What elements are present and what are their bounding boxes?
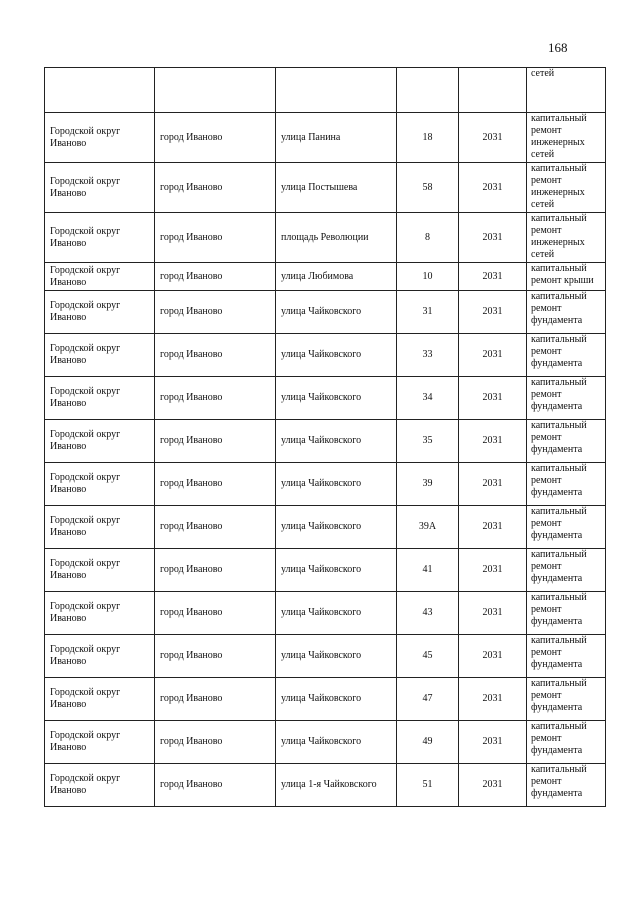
house-number-cell: 45 xyxy=(397,635,459,678)
table-row xyxy=(45,420,606,463)
street-cell: улица Любимова xyxy=(276,263,397,291)
city-cell: город Иваново xyxy=(155,764,276,807)
district-cell xyxy=(45,68,155,113)
work-type-cell: капитальный ремонт фундамента xyxy=(527,420,606,463)
table-row xyxy=(45,549,606,592)
year-cell: 2031 xyxy=(459,635,527,678)
district-cell: Городской округ Иваново xyxy=(45,678,155,721)
city-cell: город Иваново xyxy=(155,678,276,721)
table-row xyxy=(45,334,606,377)
street-cell xyxy=(276,68,397,113)
street-cell: улица 1-я Чайковского xyxy=(276,764,397,807)
year-cell: 2031 xyxy=(459,163,527,213)
street-cell: улица Чайковского xyxy=(276,377,397,420)
house-number-cell: 51 xyxy=(397,764,459,807)
street-cell: улица Чайковского xyxy=(276,334,397,377)
table-row xyxy=(45,463,606,506)
work-type-cell: капитальный ремонт инженерных сетей xyxy=(527,213,606,263)
street-cell: площадь Революции xyxy=(276,213,397,263)
year-cell xyxy=(459,68,527,113)
city-cell: город Иваново xyxy=(155,635,276,678)
work-type-cell: капитальный ремонт крыши xyxy=(527,263,606,291)
house-number-cell: 33 xyxy=(397,334,459,377)
year-cell: 2031 xyxy=(459,420,527,463)
house-number-cell: 18 xyxy=(397,113,459,163)
table-row xyxy=(45,678,606,721)
work-type-cell: сетей xyxy=(527,68,606,113)
table-row xyxy=(45,68,606,113)
house-number-cell: 34 xyxy=(397,377,459,420)
work-type-cell: капитальный ремонт фундамента xyxy=(527,463,606,506)
city-cell: город Иваново xyxy=(155,113,276,163)
work-type-cell: капитальный ремонт фундамента xyxy=(527,291,606,334)
year-cell: 2031 xyxy=(459,291,527,334)
street-cell: улица Чайковского xyxy=(276,291,397,334)
city-cell: город Иваново xyxy=(155,377,276,420)
street-cell: улица Чайковского xyxy=(276,635,397,678)
table-row xyxy=(45,506,606,549)
district-cell: Городской округ Иваново xyxy=(45,263,155,291)
table-row xyxy=(45,764,606,807)
work-type-cell: капитальный ремонт фундамента xyxy=(527,549,606,592)
street-cell: улица Чайковского xyxy=(276,463,397,506)
house-number-cell: 39А xyxy=(397,506,459,549)
district-cell: Городской округ Иваново xyxy=(45,764,155,807)
district-cell: Городской округ Иваново xyxy=(45,163,155,213)
street-cell: улица Постышева xyxy=(276,163,397,213)
repair-schedule-table xyxy=(44,67,606,807)
street-cell: улица Чайковского xyxy=(276,549,397,592)
work-type-cell: капитальный ремонт фундамента xyxy=(527,506,606,549)
city-cell: город Иваново xyxy=(155,463,276,506)
city-cell: город Иваново xyxy=(155,549,276,592)
street-cell: улица Чайковского xyxy=(276,420,397,463)
year-cell: 2031 xyxy=(459,263,527,291)
district-cell: Городской округ Иваново xyxy=(45,291,155,334)
work-type-cell: капитальный ремонт фундамента xyxy=(527,678,606,721)
district-cell: Городской округ Иваново xyxy=(45,113,155,163)
district-cell: Городской округ Иваново xyxy=(45,420,155,463)
table-row xyxy=(45,377,606,420)
table-row xyxy=(45,291,606,334)
city-cell: город Иваново xyxy=(155,721,276,764)
district-cell: Городской округ Иваново xyxy=(45,506,155,549)
house-number-cell: 47 xyxy=(397,678,459,721)
year-cell: 2031 xyxy=(459,113,527,163)
house-number-cell: 58 xyxy=(397,163,459,213)
district-cell: Городской округ Иваново xyxy=(45,721,155,764)
year-cell: 2031 xyxy=(459,463,527,506)
district-cell: Городской округ Иваново xyxy=(45,463,155,506)
street-cell: улица Чайковского xyxy=(276,506,397,549)
work-type-cell: капитальный ремонт инженерных сетей xyxy=(527,163,606,213)
year-cell: 2031 xyxy=(459,721,527,764)
district-cell: Городской округ Иваново xyxy=(45,592,155,635)
street-cell: улица Чайковского xyxy=(276,721,397,764)
district-cell: Городской округ Иваново xyxy=(45,334,155,377)
district-cell: Городской округ Иваново xyxy=(45,377,155,420)
city-cell: город Иваново xyxy=(155,334,276,377)
year-cell: 2031 xyxy=(459,764,527,807)
street-cell: улица Чайковского xyxy=(276,678,397,721)
house-number-cell: 31 xyxy=(397,291,459,334)
city-cell: город Иваново xyxy=(155,263,276,291)
house-number-cell xyxy=(397,68,459,113)
house-number-cell: 43 xyxy=(397,592,459,635)
house-number-cell: 8 xyxy=(397,213,459,263)
city-cell xyxy=(155,68,276,113)
year-cell: 2031 xyxy=(459,213,527,263)
year-cell: 2031 xyxy=(459,334,527,377)
year-cell: 2031 xyxy=(459,549,527,592)
work-type-cell: капитальный ремонт фундамента xyxy=(527,377,606,420)
table-row xyxy=(45,263,606,291)
house-number-cell: 49 xyxy=(397,721,459,764)
table-row xyxy=(45,213,606,263)
table-row xyxy=(45,592,606,635)
house-number-cell: 10 xyxy=(397,263,459,291)
district-cell: Городской округ Иваново xyxy=(45,213,155,263)
table-row xyxy=(45,721,606,764)
city-cell: город Иваново xyxy=(155,213,276,263)
work-type-cell: капитальный ремонт фундамента xyxy=(527,592,606,635)
city-cell: город Иваново xyxy=(155,420,276,463)
year-cell: 2031 xyxy=(459,592,527,635)
work-type-cell: капитальный ремонт фундамента xyxy=(527,764,606,807)
table-row xyxy=(45,635,606,678)
year-cell: 2031 xyxy=(459,377,527,420)
city-cell: город Иваново xyxy=(155,291,276,334)
city-cell: город Иваново xyxy=(155,163,276,213)
work-type-cell: капитальный ремонт фундамента xyxy=(527,635,606,678)
house-number-cell: 35 xyxy=(397,420,459,463)
street-cell: улица Чайковского xyxy=(276,592,397,635)
work-type-cell: капитальный ремонт инженерных сетей xyxy=(527,113,606,163)
year-cell: 2031 xyxy=(459,506,527,549)
house-number-cell: 39 xyxy=(397,463,459,506)
work-type-cell: капитальный ремонт фундамента xyxy=(527,721,606,764)
page-number: 168 xyxy=(548,40,568,55)
work-type-cell: капитальный ремонт фундамента xyxy=(527,334,606,377)
table-row xyxy=(45,113,606,163)
district-cell: Городской округ Иваново xyxy=(45,635,155,678)
street-cell: улица Панина xyxy=(276,113,397,163)
year-cell: 2031 xyxy=(459,678,527,721)
district-cell: Городской округ Иваново xyxy=(45,549,155,592)
city-cell: город Иваново xyxy=(155,506,276,549)
table-row xyxy=(45,163,606,213)
house-number-cell: 41 xyxy=(397,549,459,592)
city-cell: город Иваново xyxy=(155,592,276,635)
